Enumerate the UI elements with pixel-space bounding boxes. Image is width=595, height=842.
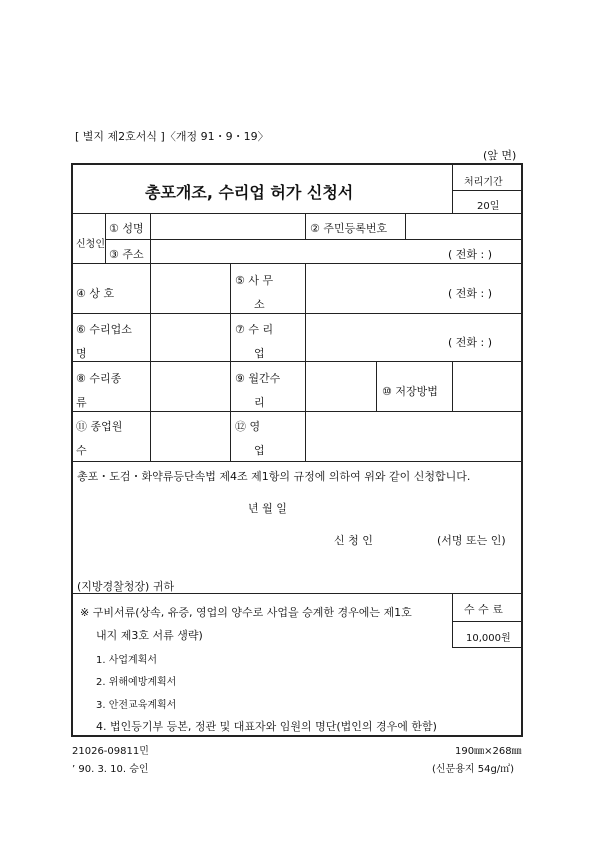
form-reference: [ 별지 제2호서식 ]〈개정 91・9・19〉 (75, 130, 269, 143)
business-label: ⑫ 영 (235, 420, 261, 433)
office-phone: ( 전화 : ) (448, 287, 493, 300)
office-label: ⑤ 사 무 (235, 274, 274, 287)
employee-count-label: ⑪ 종업원 (76, 420, 123, 433)
required-docs-intro: ※ 구비서류(상속, 유증, 영업의 양수로 사업을 승계한 경우에는 제1호 (80, 606, 412, 619)
required-doc-item: 2. 위해예방계획서 (96, 677, 177, 688)
date-line: 년 월 일 (248, 502, 287, 515)
repair-shop-name-label: ⑥ 수리업소 (76, 323, 132, 336)
repair-business-label: ⑦ 수 리 (235, 323, 274, 336)
applicant-label: 신청인 (76, 239, 105, 250)
paper-size: 190㎜×268㎜ (455, 746, 522, 757)
approval-date: ’ 90. 3. 10. 승인 (72, 764, 149, 775)
fee-value: 10,000원 (466, 633, 511, 644)
fee-label: 수 수 료 (464, 603, 503, 616)
processing-period-value: 20일 (477, 201, 500, 212)
business-label-cont: 업 (254, 444, 265, 457)
application-statement: 총포・도검・화약류등단속법 제4조 제1항의 규정에 의하여 위와 같이 신청합니다. (77, 470, 471, 483)
paper-type: (신문용지 54g/㎡) (432, 764, 515, 775)
applicant-signature-label: 신 청 인 (334, 534, 373, 547)
page-side-label: (앞 면) (483, 149, 517, 162)
name-label: ① 성명 (109, 222, 144, 235)
form-title: 총포개조, 수리업 허가 신청서 (145, 183, 354, 202)
recipient: (지방경찰청장) 귀하 (77, 580, 175, 593)
repair-business-label-cont: 업 (254, 347, 265, 360)
signature-hint: (서명 또는 인) (437, 534, 506, 547)
required-doc-item: 3. 안전교육계획서 (96, 700, 177, 711)
employee-count-label-cont: 수 (76, 444, 87, 457)
address-label: ③ 주소 (109, 248, 144, 261)
repair-shop-phone: ( 전화 : ) (448, 336, 493, 349)
repair-type-label: ⑧ 수리종 (76, 372, 122, 385)
monthly-repairs-label-cont: 리 (254, 396, 265, 409)
resident-number-label: ② 주민등록번호 (310, 222, 388, 235)
required-doc-item: 4. 법인등기부 등본, 정관 및 대표자와 임원의 명단(법인의 경우에 한함) (96, 720, 437, 733)
form-code: 21026-09811민 (72, 746, 149, 757)
required-doc-item: 1. 사업계획서 (96, 655, 158, 666)
required-docs-intro-cont: 내지 제3호 서류 생략) (96, 629, 203, 642)
office-label-cont: 소 (254, 298, 265, 311)
trade-name-label: ④ 상 호 (76, 287, 115, 300)
processing-period-label: 처리기간 (464, 177, 503, 188)
monthly-repairs-label: ⑨ 월간수 (235, 372, 281, 385)
storage-method-label: ⑩ 저장방법 (382, 385, 438, 398)
repair-type-label-cont: 류 (76, 396, 87, 409)
applicant-phone: ( 전화 : ) (448, 248, 493, 261)
repair-shop-name-label-cont: 명 (76, 347, 87, 360)
